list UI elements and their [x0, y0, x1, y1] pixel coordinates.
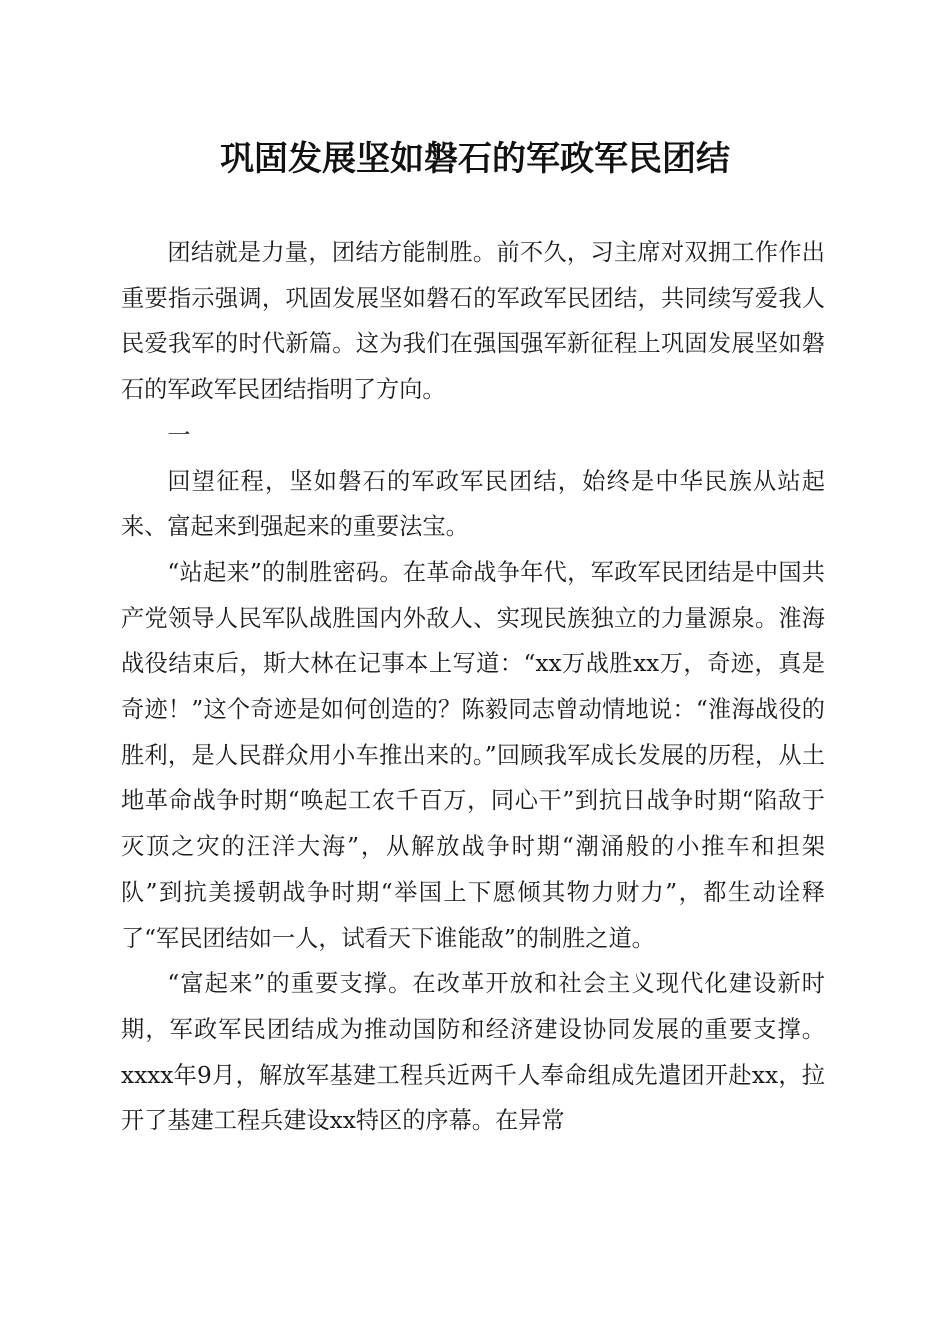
document-body	[121, 230, 825, 1144]
paragraph: 回望征程，坚如磐石的军政军民团结，始终是中华民族从站起来、富起来到强起来的重要法宝。	[121, 467, 825, 541]
paragraph: 团结就是力量，团结方能制胜。前不久，习主席对双拥工作作出重要指示强调，巩固发展坚如磐石的军政军民团结，共同续写爱我人民爱我军的时代新篇。这为我们在强国强军新征程上巩固发展坚如磐石的军政军民团结指明了方向。	[121, 239, 825, 404]
section-number: 一	[167, 421, 191, 449]
paragraph: “富起来”的重要支撑。在改革开放和社会主义现代化建设新时期，军政军民团结成为推动国防和经济建设协同发展的重要支撑。xxxx年9月，解放军基建工程兵近两千人奉命组成先遣团开赴xx，拉开了基建工程兵建设xx特区的序幕。在异常	[121, 970, 825, 1135]
document-title: 巩固发展坚如磐石的军政军民团结	[220, 139, 730, 179]
paragraph: “站起来”的制胜密码。在革命战争年代，军政军民团结是中国共产党领导人民军队战胜国内外敌人、实现民族独立的力量源泉。淮海战役结束后，斯大林在记事本上写道：“xx万战胜xx万，奇迹，真是奇迹！”这个奇迹是如何创造的？陈毅同志曾动情地说：“淮海战役的胜利，是人民群众用小车推出来的。”回顾我军成长发展的历程，从土地革命战争时期“唤起工农千百万，同心干”到抗日战争时期“陷敌于灭顶之灾的汪洋大海”，从解放战争时期“潮涌般的小推车和担架队”到抗美援朝战争时期“举国上下愿倾其物力财力”，都生动诠释了“军民团结如一人，试看天下谁能敌”的制胜之道。	[121, 558, 825, 952]
